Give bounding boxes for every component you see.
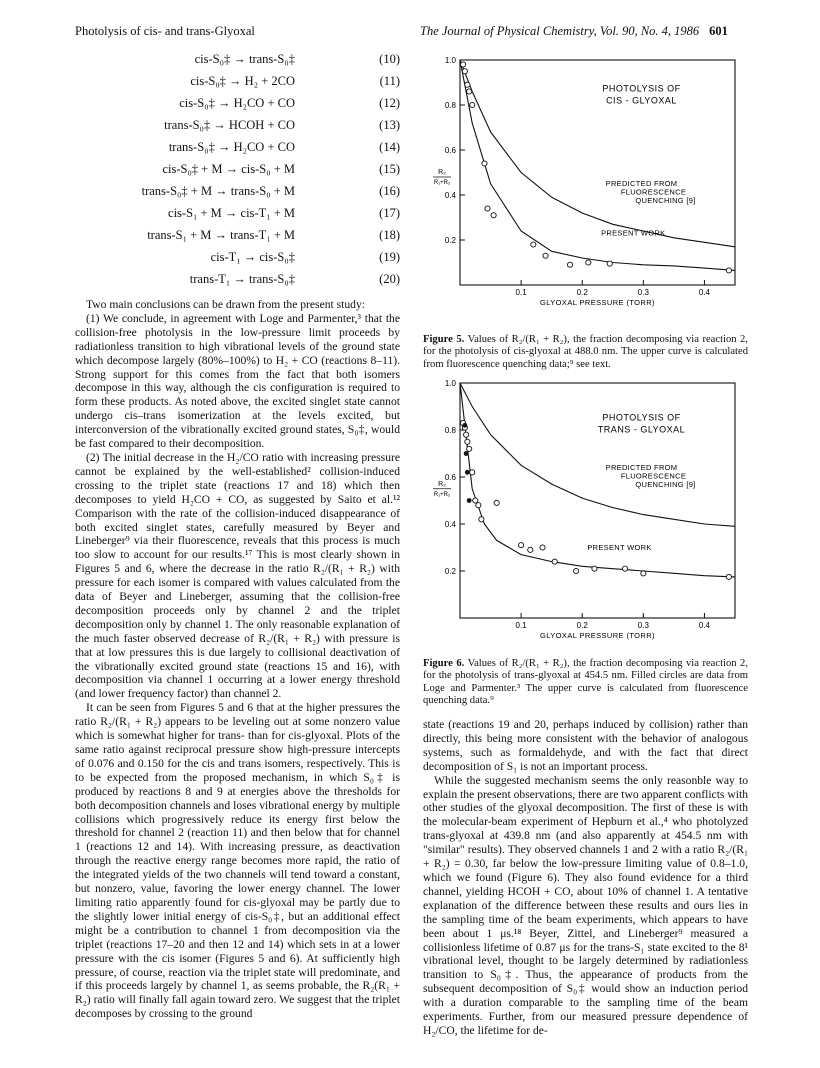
chart-title-line: PHOTOLYSIS OF (602, 83, 681, 94)
data-point-open (465, 82, 470, 87)
data-point-open (726, 574, 731, 579)
data-point-open (467, 89, 472, 94)
y-tick-label: 1.0 (444, 56, 456, 65)
x-tick-label: 0.2 (576, 621, 588, 630)
figure-5-chart (420, 52, 750, 327)
reaction: cis-S₀‡ → H₂CO + CO (12) (179, 96, 400, 110)
data-point-open (586, 260, 591, 265)
present-work-label: PRESENT WORK (601, 228, 666, 238)
x-axis-label: GLYOXAL PRESSURE (TORR) (540, 631, 655, 640)
data-point-open (485, 206, 490, 211)
data-point-open (470, 470, 475, 475)
plot-frame (460, 383, 735, 618)
x-tick-label: 0.4 (698, 288, 711, 297)
predicted-curve (460, 383, 735, 526)
data-point-open (460, 62, 465, 67)
x-tick-label: 0.3 (637, 621, 649, 630)
y-tick-label: 0.4 (444, 191, 456, 200)
y-axis-label-numerator: R₂ (438, 169, 446, 176)
chart-title-line: CIS - GLYOXAL (606, 95, 677, 106)
reaction: trans-S₀‡ → HCOH + CO (13) (164, 118, 400, 132)
data-point-open (473, 498, 478, 503)
y-tick-label: 0.2 (444, 567, 456, 576)
figure-5-caption: Figure 5. Values of R₂/(R₁ + R₂), the fraction decomposing via reaction 2, for the photolysis of cis-glyoxal at 488.0 nm. The upper curve is calculated from fluorescence quenching data;⁹ see text. (423, 334, 749, 370)
journal-citation (420, 24, 728, 39)
reaction: trans-T₁ → trans-S₀‡ (20) (189, 272, 400, 286)
right-column-text (423, 718, 748, 1038)
data-point-open (567, 262, 572, 267)
y-tick-label: 1.0 (444, 379, 456, 388)
chart-title-line: TRANS - GLYOXAL (597, 424, 686, 435)
y-tick-label: 0.6 (444, 473, 456, 482)
data-point-filled (464, 451, 469, 456)
data-point-open (543, 253, 548, 258)
y-tick-label: 0.8 (444, 426, 456, 435)
plot-frame (460, 60, 735, 285)
data-point-open (464, 432, 469, 437)
journal-name: The Journal of Physical Chemistry, Vol. 90, No. 4, 1986 (420, 24, 700, 38)
y-tick-label: 0.8 (444, 101, 456, 110)
predicted-curve-label: QUENCHING [9] (635, 479, 696, 489)
data-point-open (491, 213, 496, 218)
paragraph: It can be seen from Figures 5 and 6 that at the higher pressures the ratio R₂/(R₁ + R₂) appears to be leveling out at some nonzero value which is somewhat higher for trans- than for cis-glyoxal. Plots of the same ratio against reciprocal pressure show high-pressure intercepts of 0.076 and 0.150 for the cis and trans isomers, respectively. This is to be expected from the proposed mechanism, in which S₀‡ is produced by reactions 8 and 9 at energies above the thresholds for both decomposition channels and loses vibrational energy by multiple collisions which progressively reduce its energy first below the threshold for channel 2 (reaction 11) and then below that for channel 1 (reactions 12 and 14). With increasing pressure, as deactivation through the reactive energy range becomes more rapid, the ratio of the integrated yields of the two channels will tend toward a constant, but nonzero, value, favoring the lower energy channel. The lower limiting ratio apparently found for cis-glyoxal may be partly due to the slightly lower initial energy of cis-S₀‡, but an additional effect might be a contribution to channel 1 from decomposition via the triplet (reactions 17–20 and then 12 and 14) which sets in at a lower pressure with the cis isomer (Figures 5 and 6). At sufficiently high pressure, of course, reaction via the triplet state will predominate, and if this proceeds largely by channel 1, as seems probable, the R₂(R₁ + R₂) ratio will finally fall again toward zero. We suggest that the triplet decomposes by crossing to the ground (75, 701, 400, 1021)
chart-title-line: PHOTOLYSIS OF (602, 412, 681, 423)
data-point-open (470, 102, 475, 107)
x-tick-label: 0.2 (576, 288, 588, 297)
present-work-label: PRESENT WORK (587, 542, 652, 552)
data-point-open (641, 571, 646, 576)
data-point-open (528, 547, 533, 552)
paragraph: (2) The initial decrease in the H₂/CO ratio with increasing pressure cannot be explained by the well-established² collision-induced crossing to the triplet state (reactions 17 and 18) which then decomposes to yield H₂CO + CO, as suggested by Saito et al.¹² Comparison with the rate of the collision-induced disappearance of both excited singlet states, carefully measured by Beyer and Lineberger⁹ via their fluorescence, reveals that this process is much too slow to account for our results.¹⁷ This is most clearly shown in Figures 5 and 6, where the decrease in the ratio R₂/(R₁ + R₂) with pressure for each isomer is compared with values calculated from the data of Beyer and Lineberger, assuming that the collision-free decomposition proceeds only by channel 2 and the triplet decomposition only by channel 1. The only reasonable explanation of the much faster observed decrease of R₂/(R₁ + R₂) with pressure is that at low pressures this is due largely to collisional deactivation of the vibrationally excited ground state (reactions 15 and 16), with decomposition via channel 1 occurring at a lower energy threshold (and lower frequency factor) than channel 2. (75, 450, 400, 701)
left-column-text (75, 298, 400, 1021)
data-point-filled (465, 470, 470, 475)
data-point-open (462, 69, 467, 74)
predicted-curve-label: PREDICTED FROM (605, 462, 678, 472)
figure-6-chart (420, 375, 750, 660)
data-point-open (531, 242, 536, 247)
data-point-filled (467, 498, 472, 503)
predicted-curve-label: FLUORESCENCE (620, 471, 687, 481)
reaction: cis-S₀‡ → H₂ + 2CO (11) (190, 74, 400, 88)
reaction: trans-S₁ + M → trans-T₁ + M (18) (147, 228, 400, 242)
predicted-curve-label: FLUORESCENCE (620, 187, 687, 197)
y-tick-label: 0.2 (444, 236, 456, 245)
y-axis-label-numerator: R₂ (438, 480, 446, 488)
data-point-filled (462, 423, 467, 428)
reaction: trans-S₀‡ + M → trans-S₀ + M (16) (141, 184, 400, 198)
x-tick-label: 0.1 (515, 288, 527, 297)
data-point-open (607, 261, 612, 266)
paragraph: state (reactions 19 and 20, perhaps induced by collision) rather than directly, this being more consistent with the behavior of analogous systems, such as formaldehyde, and with the fact that direct decomposition of S₁ is not an important process. (423, 718, 748, 773)
data-point-open (494, 500, 499, 505)
paragraph: Two main conclusions can be drawn from the present study: (86, 298, 365, 311)
reaction: cis-S₀‡ → trans-S₀‡ (10) (194, 52, 400, 66)
y-tick-label: 0.4 (444, 520, 456, 529)
present-work-curve (460, 60, 735, 270)
x-tick-label: 0.4 (698, 621, 711, 630)
data-point-open (479, 517, 484, 522)
data-point-open (467, 446, 472, 451)
page-number: 601 (709, 24, 728, 38)
data-point-open (540, 545, 545, 550)
predicted-curve-label: QUENCHING [9] (635, 196, 696, 205)
reaction: cis-S₁ + M → cis-T₁ + M (17) (168, 206, 400, 220)
data-point-open (622, 566, 627, 571)
reaction: cis-T₁ → cis-S₀‡ (19) (210, 250, 400, 264)
paragraph: While the suggested mechanism seems the only reasonble way to explain the present observations, there are two apparent conflicts with other studies of the glyoxal decomposition. The first of these is with the molecular-beam experiment of Hepburn et al.,⁴ who photolyzed trans-glyoxal at 439.8 nm (and also apparently at 454.5 nm with "similar" results). They observed channels 1 and 2 with a ratio R₂/(R₁ + R₂) = 0.30, far below the low-pressure limiting value of 0.8–1.0, which we found (Figure 6). They also found evidence for a third channel, yielding HCOH + CO, about 10% of channel 1. A tentative explanation of the difference between these results and ours lies in the sampling time of the beam experiments, which appears to have been about 1 μs.¹⁸ Beyer, Zittel, and Lineberger⁹ measured a collisionless lifetime of 0.87 μs for the trans-S₁ state excited to the 8¹ vibrational level, thought to be largely determined by radiationless transition to S₀‡. Thus, the appearance of products from the subsequent decomposition of S₀‡ would show an induction period with a duration comparable to the sampling time of the beam experiments. Further, from our measured pressure dependence of H₂/CO, the lifetime for de- (423, 773, 748, 1037)
predicted-curve (460, 60, 735, 247)
y-tick-label: 0.6 (444, 146, 456, 155)
paragraph: (1) We conclude, in agreement with Loge and Parmenter,³ that the collision-free photolysis in the low-pressure limit proceeds by radiationless transition to high vibrational levels of the ground state which decompose largely (80%–100%) to H₂ + CO (reactions 8–11). Strong support for this comes from the fact that both isomers decompose in this way, although the cis configuration is required to form these products. As noted above, the excited singlet state cannot undergo cis–trans isomerization at the levels excited, but interconversion of the vibrationally excited ground states, S₀‡, would be fast compared to their decomposition. (75, 311, 400, 451)
data-point-open (482, 161, 487, 166)
data-point-open (465, 439, 470, 444)
data-point-open (552, 559, 557, 564)
data-point-open (476, 503, 481, 508)
data-point-open (519, 543, 524, 548)
x-tick-label: 0.3 (637, 288, 649, 297)
x-tick-label: 0.1 (515, 621, 527, 630)
y-axis-label-denominator: R₁+R₂ (433, 180, 451, 186)
figure-6-caption: Figure 6. Values of R₂/(R₁ + R₂), the fraction decomposing via reaction 2, for the photolysis of trans-glyoxal at 454.5 nm. Filled circles are data from Loge and Parmenter.³ The upper curve is calculated from fluorescence quenching data.⁹ (423, 658, 749, 707)
x-axis-label: GLYOXAL PRESSURE (TORR) (540, 298, 655, 307)
reaction: cis-S₀‡ + M → cis-S₀ + M (15) (162, 162, 400, 176)
predicted-curve-label: PREDICTED FROM (605, 179, 678, 188)
y-axis-label-denominator: R₁+R₂ (433, 491, 451, 498)
data-point-open (726, 268, 731, 273)
data-point-open (592, 566, 597, 571)
running-head: Photolysis of cis- and trans-Glyoxal (75, 24, 255, 38)
data-point-open (574, 568, 579, 573)
reaction: trans-S₀‡ → H₂CO + CO (14) (168, 140, 400, 154)
